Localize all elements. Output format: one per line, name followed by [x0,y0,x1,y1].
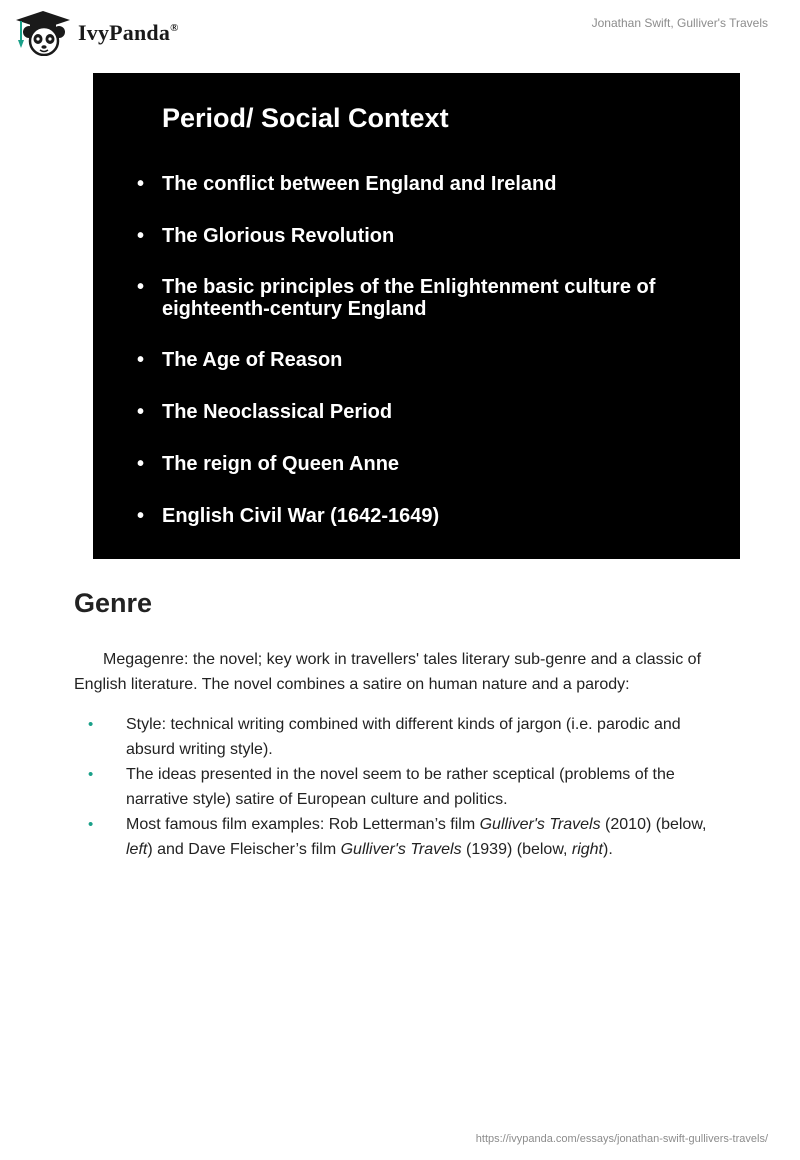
slide-item-text: The Neoclassical Period [162,401,393,423]
panda-graduate-icon [16,10,74,56]
bullet-icon: • [137,276,145,298]
document-title: Jonathan Swift, Gulliver's Travels [591,16,768,30]
slide-list-item [137,349,717,371]
bullet-icon: • [88,716,94,733]
slide-list-item [137,505,717,527]
bullet-icon: • [137,173,145,195]
list-item-text-part: ) and Dave Fleischer’s film [147,841,341,858]
bullet-icon: • [137,349,145,371]
list-item-text-part: (2010) (below, [600,816,707,833]
list-item [74,712,724,762]
list-item [74,762,724,812]
bullet-icon: • [88,816,94,833]
period-context-slide [93,73,740,559]
position-word: left [126,841,148,858]
slide-list-item [137,173,717,195]
registered-mark: ® [170,22,179,34]
list-item-text-part: (1939) (below, [461,841,572,858]
bullet-icon: • [88,766,94,783]
slide-item-text: The reign of Queen Anne [162,453,400,475]
slide-item-text: The conflict between England and Ireland [162,173,557,195]
page-header [0,0,800,60]
logo-text: IvyPanda [78,20,171,45]
slide-title: Period/ Social Context [162,103,449,133]
bullet-icon: • [137,453,145,475]
source-url-link[interactable]: https://ivypanda.com/essays/jonathan-swift-gullivers-travels/ [475,1133,768,1145]
bullet-icon: • [137,401,145,423]
slide-item-text: The Glorious Revolution [162,225,395,247]
genre-bullet-list [74,712,724,862]
slide-list-item [137,276,717,320]
list-item-text-part: ). [603,841,613,858]
bullet-icon: • [137,225,145,247]
slide-item-text: The basic principles of the Enlightenment culture of eighteenth-century England [162,276,656,320]
bullet-icon: • [137,505,145,527]
list-item-text: The ideas presented in the novel seem to be rather sceptical (problems of the narrative style) satire of European culture and politics. [126,766,675,808]
list-item-text: Style: technical writing combined with different kinds of jargon (i.e. parodic and absurd writing style). [126,716,681,758]
list-item [74,812,724,862]
ivypanda-logo[interactable] [16,10,179,56]
list-item-text-part: Most famous film examples: Rob Letterman’s film [126,816,480,833]
logo-wordmark [78,20,179,46]
slide-list-item [137,225,717,247]
slide-list-item [137,401,717,423]
genre-intro-paragraph: Megagenre: the novel; key work in travellers' tales literary sub-genre and a classic of English literature. The novel combines a satire on human nature and a parody: [74,651,702,693]
slide-list-item [137,453,717,475]
slide-item-text: The Age of Reason [162,349,343,371]
slide-item-text: English Civil War (1642-1649) [162,505,440,527]
film-title: Gulliver's Travels [340,841,462,858]
position-word: right [571,841,603,858]
film-title: Gulliver's Travels [479,816,601,833]
genre-heading: Genre [74,588,153,618]
